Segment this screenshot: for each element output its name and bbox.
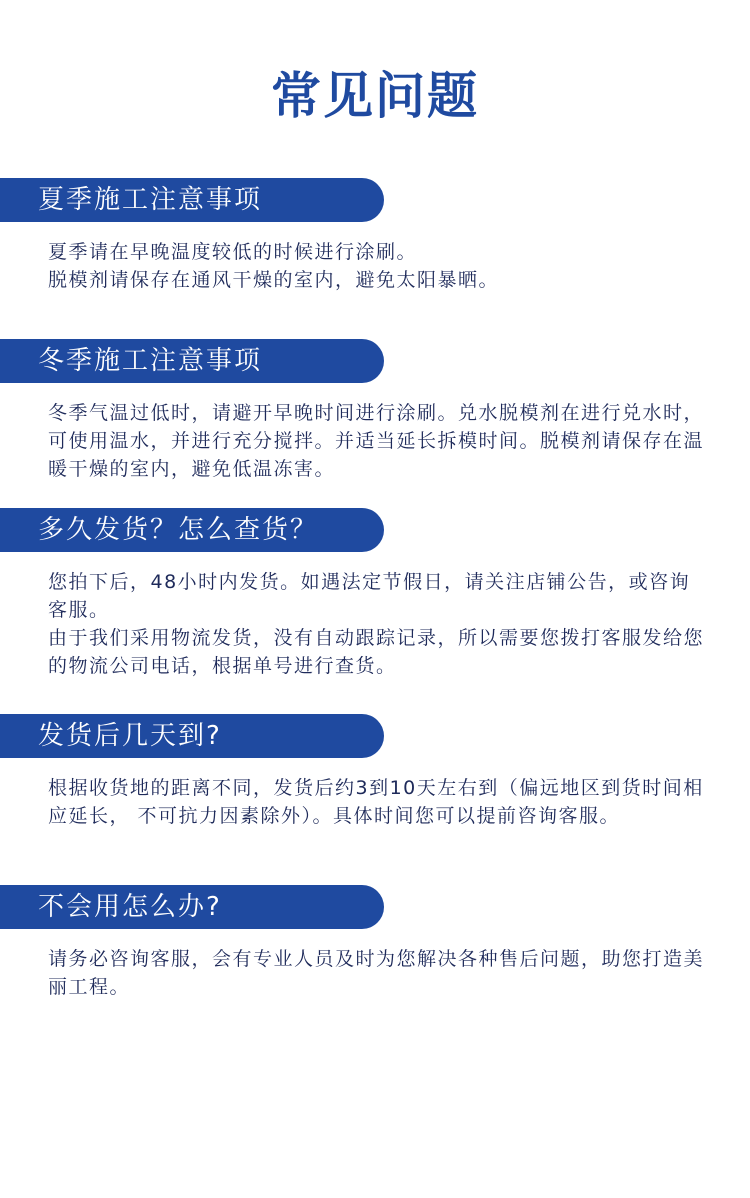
section-body-summer [48,238,708,294]
paragraph: 冬季气温过低时，请避开早晚时间进行涂刷。兑水脱模剂在进行兑水时，可使用温水，并进行充分搅拌。并适当延长拆模时间。脱模剂请保存在温暖干燥的室内，避免低温冻害。 [48,402,705,480]
paragraph: 夏季请在早晚温度较低的时候进行涂刷。 [48,241,418,263]
section-body-help [48,945,708,1001]
section-body-shipping [48,568,708,680]
paragraph: 请务必咨询客服，会有专业人员及时为您解决各种售后问题，助您打造美丽工程。 [48,948,705,998]
paragraph: 您拍下后，48小时内发货。如遇法定节假日，请关注店铺公告，或咨询客服。 [48,571,691,621]
page-title: 常见问题 [271,67,479,125]
paragraph: 脱模剂请保存在通风干燥的室内，避免太阳暴晒。 [48,269,500,291]
section-body-winter [48,399,708,483]
paragraph: 根据收货地的距离不同，发货后约3到10天左右到（偏远地区到货时间相应延长， 不可抗力因素除外）。具体时间您可以提前咨询客服。 [48,777,704,827]
section-header-summer: 夏季施工注意事项 [0,178,384,222]
section-header-shipping: 多久发货？怎么查货？ [0,508,384,552]
section-header-winter: 冬季施工注意事项 [0,339,384,383]
section-body-delivery [48,774,708,830]
section-header-delivery: 发货后几天到? [0,714,384,758]
section-header-help: 不会用怎么办? [0,885,384,929]
paragraph: 由于我们采用物流发货，没有自动跟踪记录，所以需要您拨打客服发给您的物流公司电话，根据单号进行查货。 [48,627,705,677]
